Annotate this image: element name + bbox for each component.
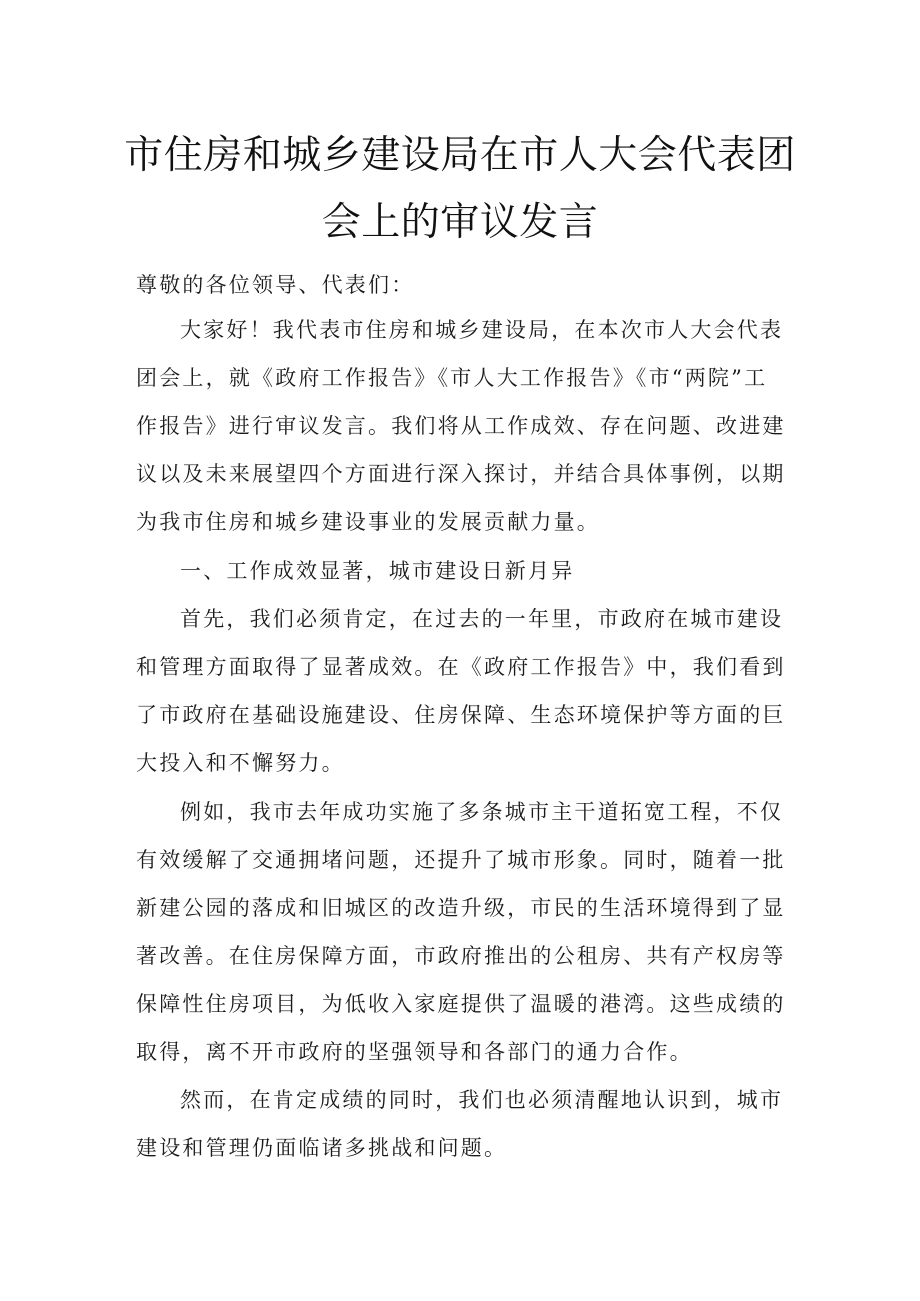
paragraph-intro: 大家好！我代表市住房和城乡建设局，在本次市人大会代表团会上，就《政府工作报告》《市人大工作报告》《市“两院”工作报告》进行审议发言。我们将从工作成效、存在问题、改进建议以及未来展望四个方面进行深入探讨，并结合具体事例，以期为我市住房和城乡建设事业的发展贡献力量。 (136, 318, 786, 534)
salutation: 尊敬的各位领导、代表们： (136, 273, 415, 297)
document-title-line-1: 市住房和城乡建设局在市人大会代表团 (124, 133, 796, 178)
document-title-line-2: 会上的审议发言 (321, 200, 599, 245)
section-heading-1: 一、工作成效显著，城市建设日新月异 (180, 559, 575, 583)
paragraph-challenges: 然而，在肯定成绩的同时，我们也必须清醒地认识到，城市建设和管理仍面临诸多挑战和问题。 (136, 1088, 784, 1160)
paragraph-examples: 例如，我市去年成功实施了多条城市主干道拓宽工程，不仅有效缓解了交通拥堵问题，还提升了城市形象。同时，随着一批新建公园的落成和旧城区的改造升级，市民的生活环境得到了显著改善。在住房保障方面，市政府推出的公租房、共有产权房等保障性住房项目，为低收入家庭提供了温暖的港湾。这些成绩的取得，离不开市政府的坚强领导和各部门的通力合作。 (136, 800, 786, 1064)
paragraph-achievements: 首先，我们必须肯定，在过去的一年里，市政府在城市建设和管理方面取得了显著成效。在《政府工作报告》中，我们看到了市政府在基础设施建设、住房保障、生态环境保护等方面的巨大投入和不懈努力。 (136, 607, 786, 775)
